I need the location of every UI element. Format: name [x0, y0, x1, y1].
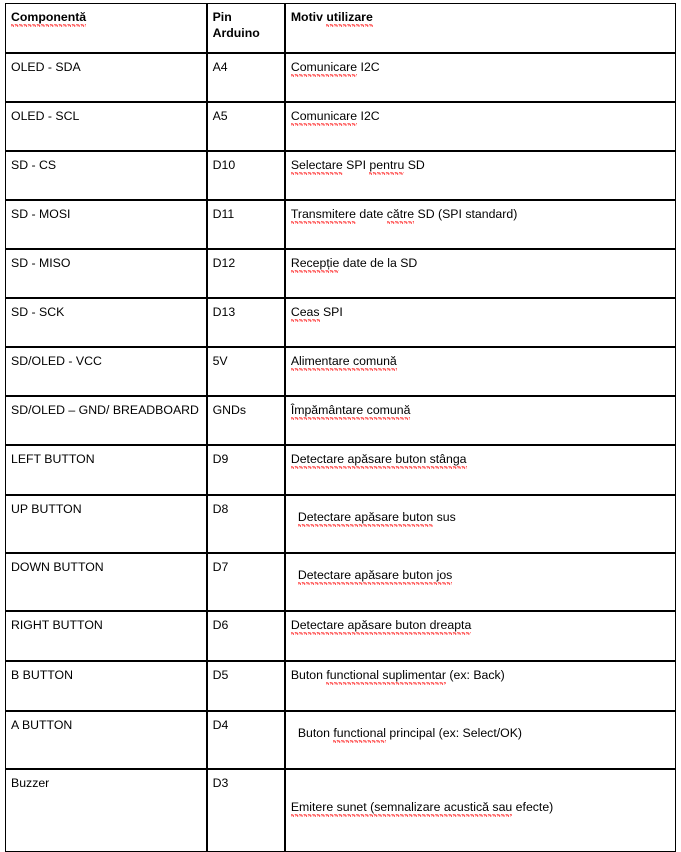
cell-pin: D9 [207, 445, 285, 495]
table-row [5, 200, 676, 249]
cell-component: SD - MOSI [5, 200, 207, 249]
cell-reason: Buton functional principal (ex: Select/OK) [285, 711, 676, 769]
cell-component: DOWN BUTTON [5, 553, 207, 611]
table-row [5, 611, 676, 661]
cell-reason: Buton functional suplimentar (ex: Back) [285, 661, 676, 711]
cell-component: B BUTTON [5, 661, 207, 711]
cell-pin: D7 [207, 553, 285, 611]
table-row [5, 347, 676, 396]
cell-reason: Împământare comună [285, 396, 676, 445]
cell-reason: Detectare apăsare buton sus [285, 495, 676, 553]
column-header-component [5, 3, 207, 53]
table-header-row [5, 3, 676, 53]
table-row [5, 661, 676, 711]
cell-component: Buzzer [5, 769, 207, 852]
table-row [5, 102, 676, 151]
cell-reason: Recepție date de la SD [285, 249, 676, 298]
table-row [5, 711, 676, 769]
cell-reason: Detectare apăsare buton jos [285, 553, 676, 611]
table-row [5, 53, 676, 102]
column-header-component-label: Componentă [11, 10, 86, 27]
cell-reason: Ceas SPI [285, 298, 676, 347]
column-header-pin-label: Pin Arduino [212, 10, 260, 40]
table-row [5, 553, 676, 611]
table-row [5, 298, 676, 347]
cell-reason: Selectare SPI pentru SD [285, 151, 676, 200]
table-row [5, 396, 676, 445]
cell-pin: D6 [207, 611, 285, 661]
cell-component: OLED - SDA [5, 53, 207, 102]
cell-reason: Alimentare comună [285, 347, 676, 396]
table-row [5, 769, 676, 852]
cell-reason: Detectare apăsare buton stânga [285, 445, 676, 495]
cell-component: SD/OLED - VCC [5, 347, 207, 396]
cell-pin: A5 [207, 102, 285, 151]
cell-component: OLED - SCL [5, 102, 207, 151]
cell-component: SD/OLED – GND/ BREADBOARD [5, 396, 207, 445]
table-row [5, 249, 676, 298]
column-header-reason [285, 3, 676, 53]
cell-reason: Comunicare I2C [285, 102, 676, 151]
column-header-pin [207, 3, 285, 53]
cell-pin: GNDs [207, 396, 285, 445]
cell-pin: D12 [207, 249, 285, 298]
cell-reason: Transmitere date către SD (SPI standard) [285, 200, 676, 249]
cell-pin: A4 [207, 53, 285, 102]
column-header-reason-label: Motiv utilizare [291, 10, 373, 27]
cell-reason: Detectare apăsare buton dreapta [285, 611, 676, 661]
cell-component: SD - SCK [5, 298, 207, 347]
cell-reason: Comunicare I2C [285, 53, 676, 102]
cell-pin: D11 [207, 200, 285, 249]
table-row [5, 151, 676, 200]
cell-pin: D10 [207, 151, 285, 200]
cell-component: LEFT BUTTON [5, 445, 207, 495]
table-row [5, 495, 676, 553]
cell-pin: D13 [207, 298, 285, 347]
table-body [5, 53, 676, 852]
cell-component: RIGHT BUTTON [5, 611, 207, 661]
cell-component: UP BUTTON [5, 495, 207, 553]
cell-component: SD - MISO [5, 249, 207, 298]
cell-component: SD - CS [5, 151, 207, 200]
cell-reason: Emitere sunet (semnalizare acustică sau efecte) [285, 769, 676, 852]
cell-pin: D5 [207, 661, 285, 711]
cell-pin: D8 [207, 495, 285, 553]
cell-pin: D4 [207, 711, 285, 769]
cell-component: A BUTTON [5, 711, 207, 769]
table-row [5, 445, 676, 495]
table-header [5, 3, 676, 53]
arduino-pin-mapping-table [5, 3, 676, 852]
cell-pin: D3 [207, 769, 285, 852]
cell-pin: 5V [207, 347, 285, 396]
